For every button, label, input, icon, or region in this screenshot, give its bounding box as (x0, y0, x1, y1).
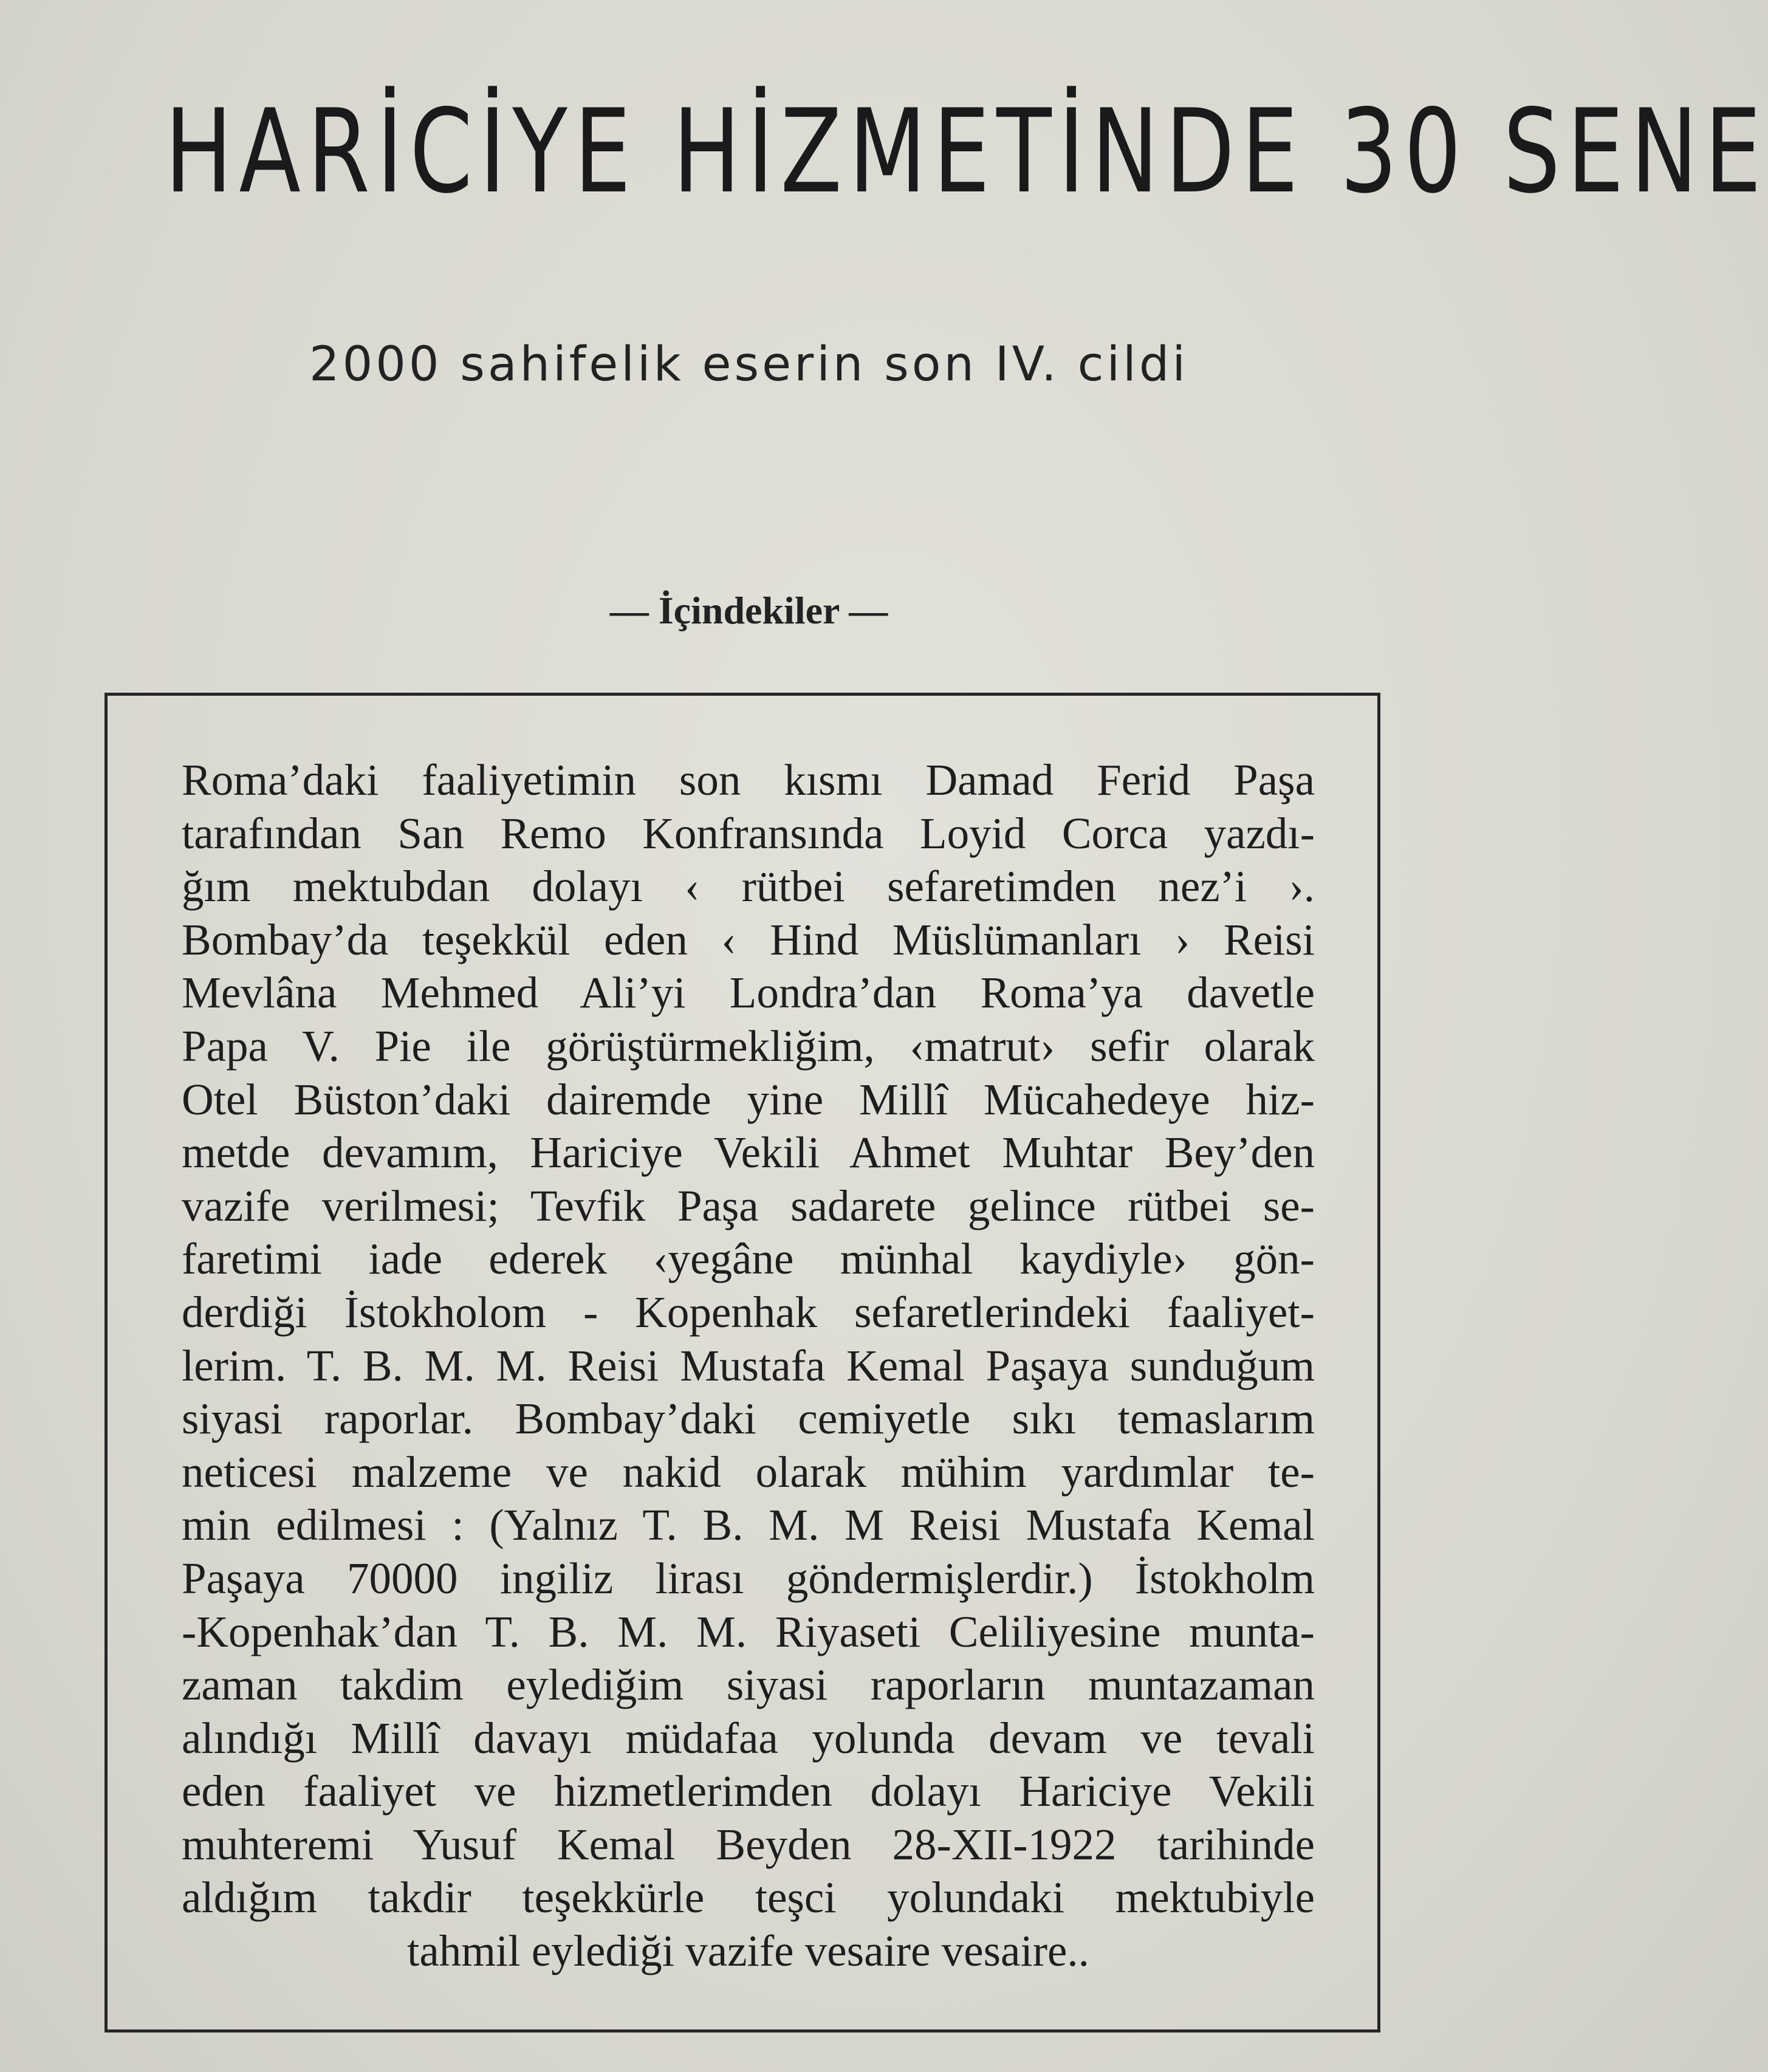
contents-line: tahmil eylediği vazife vesaire vesaire.. (407, 1926, 1089, 1976)
page-title: HARİCİYE HİZMETİNDE 30 SENE (165, 84, 1768, 219)
contents-line: siyasi raporlar. Bombay’daki cemiyetle sıkı temaslarım (182, 1394, 1315, 1444)
contents-text (182, 753, 1315, 1978)
contents-line: alındığı Millî davayı müdafaa yolunda devam ve tevali (182, 1713, 1315, 1763)
contents-line: muhteremi Yusuf Kemal Beyden 28-XII-1922 tarihinde (182, 1819, 1315, 1869)
contents-line: aldığım takdir teşekkürle teşci yolundaki mektubiyle (182, 1873, 1315, 1923)
contents-heading: — İçindekiler — (609, 589, 888, 632)
contents-line: Mevlâna Mehmed Ali’yi Londra’dan Roma’ya davetle (182, 968, 1315, 1018)
contents-line: vazife verilmesi; Tevfik Paşa sadarete gelince rütbei se- (182, 1181, 1315, 1230)
contents-line: Papa V. Pie ile görüştürmekliğim, ‹matrut› sefir olarak (182, 1021, 1315, 1071)
contents-line: metde devamım, Hariciye Vekili Ahmet Muhtar Bey’den (182, 1128, 1315, 1178)
contents-line: tarafından San Remo Konfransında Loyid Corca yazdı- (182, 808, 1315, 858)
contents-line: Otel Büston’daki dairemde yine Millî Mücahedeye hiz- (182, 1074, 1315, 1124)
contents-line: min edilmesi : (Yalnız T. B. M. M Reisi Mustafa Kemal (182, 1500, 1315, 1550)
contents-line: Roma’daki faaliyetimin son kısmı Damad Ferid Paşa (182, 755, 1315, 804)
contents-line: ğım mektubdan dolayı ‹ rütbei sefaretimden nez’i ›. (182, 862, 1315, 911)
contents-line: Paşaya 70000 ingiliz lirası göndermişlerdir.) İstokholm (182, 1553, 1315, 1603)
contents-line: -Kopenhak’dan T. B. M. M. Riyaseti Celiliyesine munta- (182, 1607, 1315, 1656)
contents-line: lerim. T. B. M. M. Reisi Mustafa Kemal Paşaya sunduğum (182, 1340, 1315, 1390)
contents-line: eden faaliyet ve hizmetlerimden dolayı Hariciye Vekili (182, 1766, 1315, 1816)
contents-line: faretimi iade ederek ‹yegâne münhal kaydiyle› gön- (182, 1234, 1315, 1284)
contents-line: neticesi malzeme ve nakid olarak mühim yardımlar te- (182, 1447, 1315, 1497)
contents-line: zaman takdim eylediğim siyasi raporların muntazaman (182, 1660, 1315, 1710)
contents-line: Bombay’da teşekkül eden ‹ Hind Müslümanları › Reisi (182, 914, 1315, 964)
contents-line: derdiği İstokholom - Kopenhak sefaretlerindeki faaliyet- (182, 1287, 1315, 1337)
contents-box (105, 693, 1380, 2033)
subtitle: 2000 sahifelik eserin son IV. cildi (309, 337, 1189, 392)
